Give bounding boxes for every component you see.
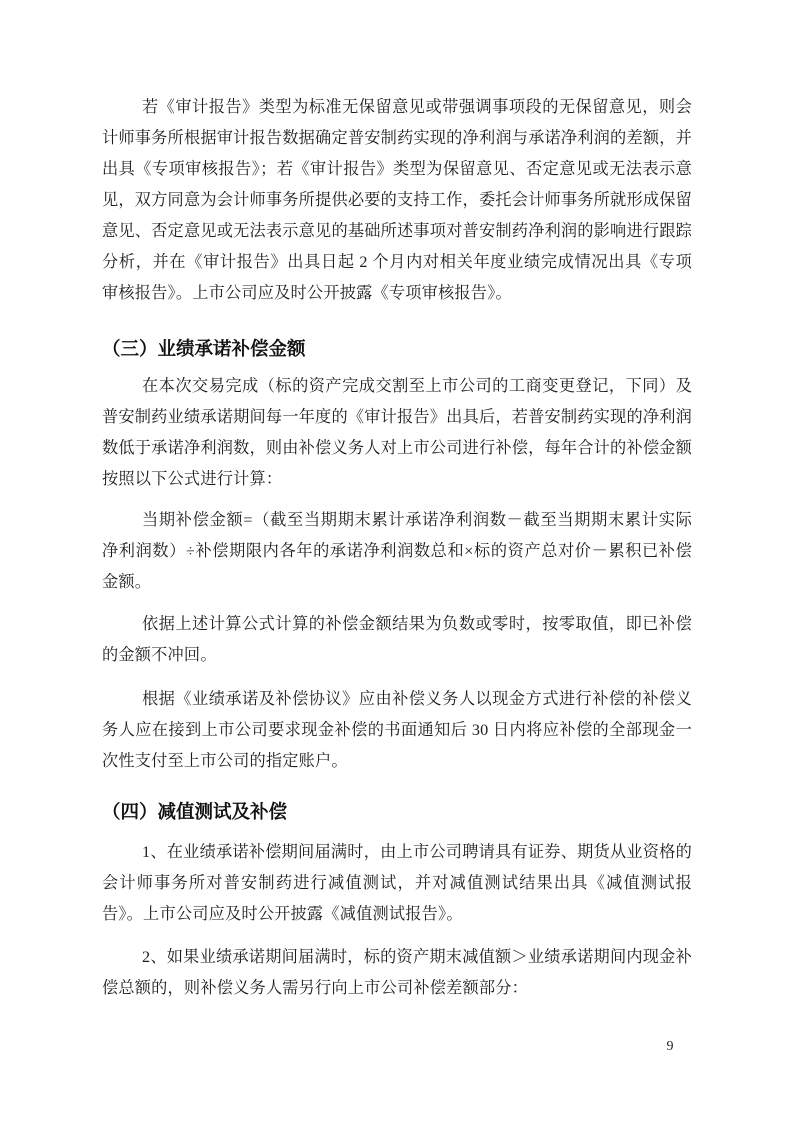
paragraph-cash-payment-deadline: 根据《业绩承诺及补偿协议》应由补偿义务人以现金方式进行补偿的补偿义务人应在接到上市公司要求现金补偿的书面通知后 30 日内将应补偿的全部现金一次性支付至上市公司的指定账户。 xyxy=(102,690,692,770)
paragraph-audit-report-types: 若《审计报告》类型为标准无保留意见或带强调事项段的无保留意见，则会计师事务所根据审计报告数据确定普安制药实现的净利润与承诺净利润的差额，并出具《专项审核报告》；若《审计报告》类型为保留意见、否定意见或无法表示意见，双方同意为会计师事务所提供必要的支持工作，委托会计师事务所就形成保留意见、否定意见或无法表示意见的基础所述事项对普安制药净利润的影响进行跟踪分析，并在《审计报告》出具日起 2 个月内对相关年度业绩完成情况出具《专项审核报告》。上市公司应及时公开披露《专项审核报告》。 xyxy=(102,98,692,302)
page-number: 9 xyxy=(666,1039,674,1054)
paragraph-impairment-difference-compensation: 2、如果业绩承诺期间届满时，标的资产期末减值额＞业绩承诺期间内现金补偿总额的，则补偿义务人需另行向上市公司补偿差额部分： xyxy=(102,948,692,997)
paragraph-compensation-formula: 当期补偿金额=（截至当期期末累计承诺净利润数－截至当期期末累计实际净利润数）÷补偿期限内各年的承诺净利润数总和×标的资产总对价－累积已补偿金额。 xyxy=(102,511,692,591)
paragraph-zero-floor-rule: 依据上述计算公式计算的补偿金额结果为负数或零时，按零取值，即已补偿的金额不冲回。 xyxy=(102,615,692,664)
paragraph-compensation-trigger: 在本次交易完成（标的资产完成交割至上市公司的工商变更登记，下同）及普安制药业绩承诺期间每一年度的《审计报告》出具后，若普安制药实现的净利润数低于承诺净利润数，则由补偿义务人对上市公司进行补偿，每年合计的补偿金额按照以下公式进行计算： xyxy=(102,377,692,488)
paragraph-impairment-test-procedure: 1、在业绩承诺补偿期间届满时，由上市公司聘请具有证券、期货从业资格的会计师事务所对普安制药进行减值测试，并对减值测试结果出具《减值测试报告》。上市公司应及时公开披露《减值测试报告》。 xyxy=(102,843,692,923)
heading-section-3-compensation-amount: （三）业绩承诺补偿金额 xyxy=(102,338,306,359)
heading-section-4-impairment-test: （四）减值测试及补偿 xyxy=(102,801,288,822)
document-content xyxy=(102,92,692,1004)
